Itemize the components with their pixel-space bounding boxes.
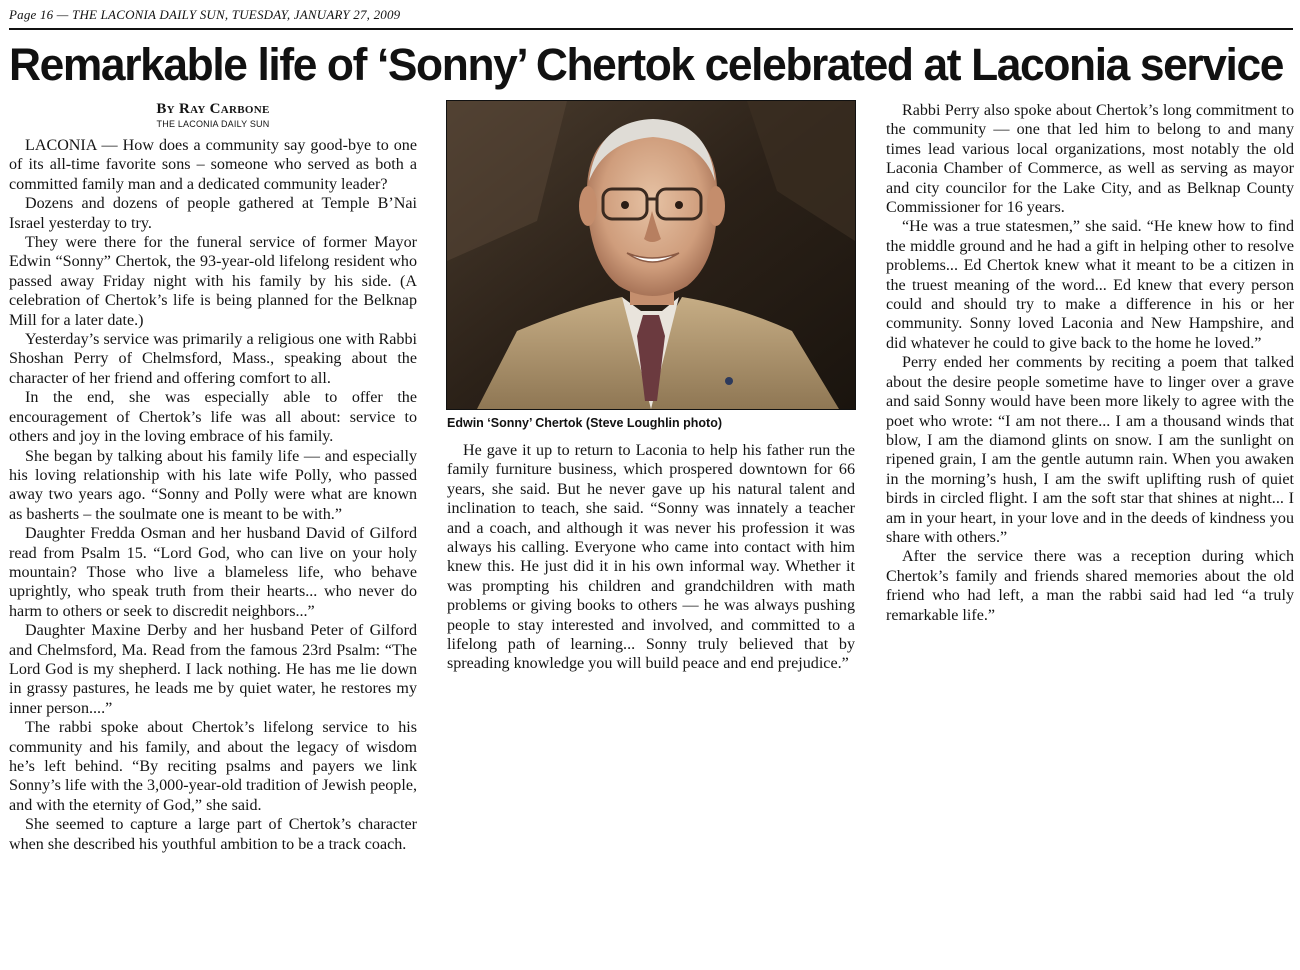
- page-folio: Page 16 — THE LACONIA DAILY SUN, TUESDAY, JANUARY 27, 2009: [9, 7, 401, 22]
- paragraph: She seemed to capture a large part of Chertok’s character when she described his youthful ambition to be a track coach.: [9, 816, 417, 853]
- header-rule: [9, 28, 1293, 30]
- paragraph: “He was a true statesmen,” she said. “He knew how to find the middle ground and he had a gift in helping other to resolve problems... Ed Chertok knew what it meant to be a citizen in the truest meaning of the word... Ed knew that every person could and should try to make a difference in his or her community. Sonny loved Laconia and New Hampshire, and did whatever he could to give back to the home he loved.”: [886, 218, 1294, 352]
- byline-affiliation: THE LACONIA DAILY SUN: [156, 119, 270, 129]
- article-column-2: [447, 441, 855, 674]
- photo-caption: Edwin ‘Sonny’ Chertok (Steve Loughlin photo): [447, 416, 722, 430]
- portrait-illustration: [447, 101, 855, 409]
- article-column-1: [9, 101, 417, 854]
- paragraph: She began by talking about his family life — and especially his loving relationship with his late wife Polly, who passed away two years ago. “Sonny and Polly were what are known as basherts – the soulmate one is meant to be with.”: [9, 447, 417, 523]
- paragraph: Daughter Fredda Osman and her husband David of Gilford read from Psalm 15. “Lord God, who can live on your holy mountain? Those who live a blameless life, who behave uprightly, who speak truth from their hearts... who never do harm to others or seek to discredit neighbors...”: [9, 525, 417, 620]
- paragraph: Perry ended her comments by reciting a poem that talked about the desire people sometime have to linger over a grave and said Sonny would have been more likely to agree with the poet who wrote: “I am not there... I am a thousand winds that blow, I am the diamond glints on snow. I am the sunlight on ripened grain, I am the gentle autumn rain. When you awaken in the morning’s hush, I am the swift uplifting rush of quiet birds in circled flight. I am the soft star that shines at night... I am in your heart, in your love and in the deeds of kindness you share with others.”: [886, 354, 1294, 546]
- paragraph: Rabbi Perry also spoke about Chertok’s long commitment to the community — one that led him to belong to and many times lead various local organizations, most notably the old Laconia Chamber of Commerce, as well as serving as mayor and city councilor for the Lake City, and as Belknap County Commissioner for 16 years.: [886, 102, 1294, 217]
- paragraph: After the service there was a reception during which Chertok’s family and friends shared memories about the old friend who had left, a man the rabbi said had led “a truly remarkable life.”: [886, 548, 1294, 624]
- byline: By Ray Carbone: [156, 101, 270, 117]
- paragraph: They were there for the funeral service of former Mayor Edwin “Sonny” Chertok, the 93-year-old lifelong resident who passed away Friday night with his family by his side. (A celebration of Chertok’s life is being planned for the Belknap Mill for a later date.): [9, 234, 417, 329]
- portrait-photo: [447, 101, 855, 409]
- paragraph: In the end, she was especially able to offer the encouragement of Chertok’s life was all about: service to others and joy in the loving embrace of his family.: [9, 389, 417, 446]
- paragraph: Dozens and dozens of people gathered at Temple B’Nai Israel yesterday to try.: [9, 195, 417, 232]
- paragraph: Yesterday’s service was primarily a religious one with Rabbi Shoshan Perry of Chelmsford, Mass., speaking about the character of her friend and offering comfort to all.: [9, 331, 417, 387]
- paragraph: Daughter Maxine Derby and her husband Peter of Gilford and Chelmsford, Ma. Read from the famous 23rd Psalm: “The Lord God is my shepherd. I lack nothing. He has me lie down in grassy pastures, he leads me by quiet water, he restores my inner person....”: [9, 622, 417, 717]
- article-column-3: [886, 101, 1294, 625]
- paragraph: LACONIA — How does a community say good-bye to one of its all-time favorite sons – someone who served as both a committed family man and a dedicated community leader?: [9, 137, 417, 193]
- paragraph: He gave it up to return to Laconia to help his father run the family furniture business, which prospered downtown for 66 years, she said. But he never gave up his natural talent and inclination to teach, she said. “Sonny was innately a teacher and a coach, and although it was never his profession it was always his calling. Everyone who came into contact with him knew this. He just did it in his own informal way. Whether it was prompting his children and grandchildren with math problems or giving books to others — he was always pushing people to stay interested and involved, and committed to a lifelong path of learning... Sonny truly believed that by spreading knowledge you will build peace and end prejudice.”: [447, 442, 855, 673]
- paragraph: The rabbi spoke about Chertok’s lifelong service to his community and his family, and about the legacy of wisdom he’s left behind. “By reciting psalms and payers we link Sonny’s life with the 3,000-year-old tradition of Jewish people, and with the eternity of God,” she said.: [9, 719, 417, 814]
- headline: Remarkable life of ‘Sonny’ Chertok celebrated at Laconia service: [9, 39, 1284, 90]
